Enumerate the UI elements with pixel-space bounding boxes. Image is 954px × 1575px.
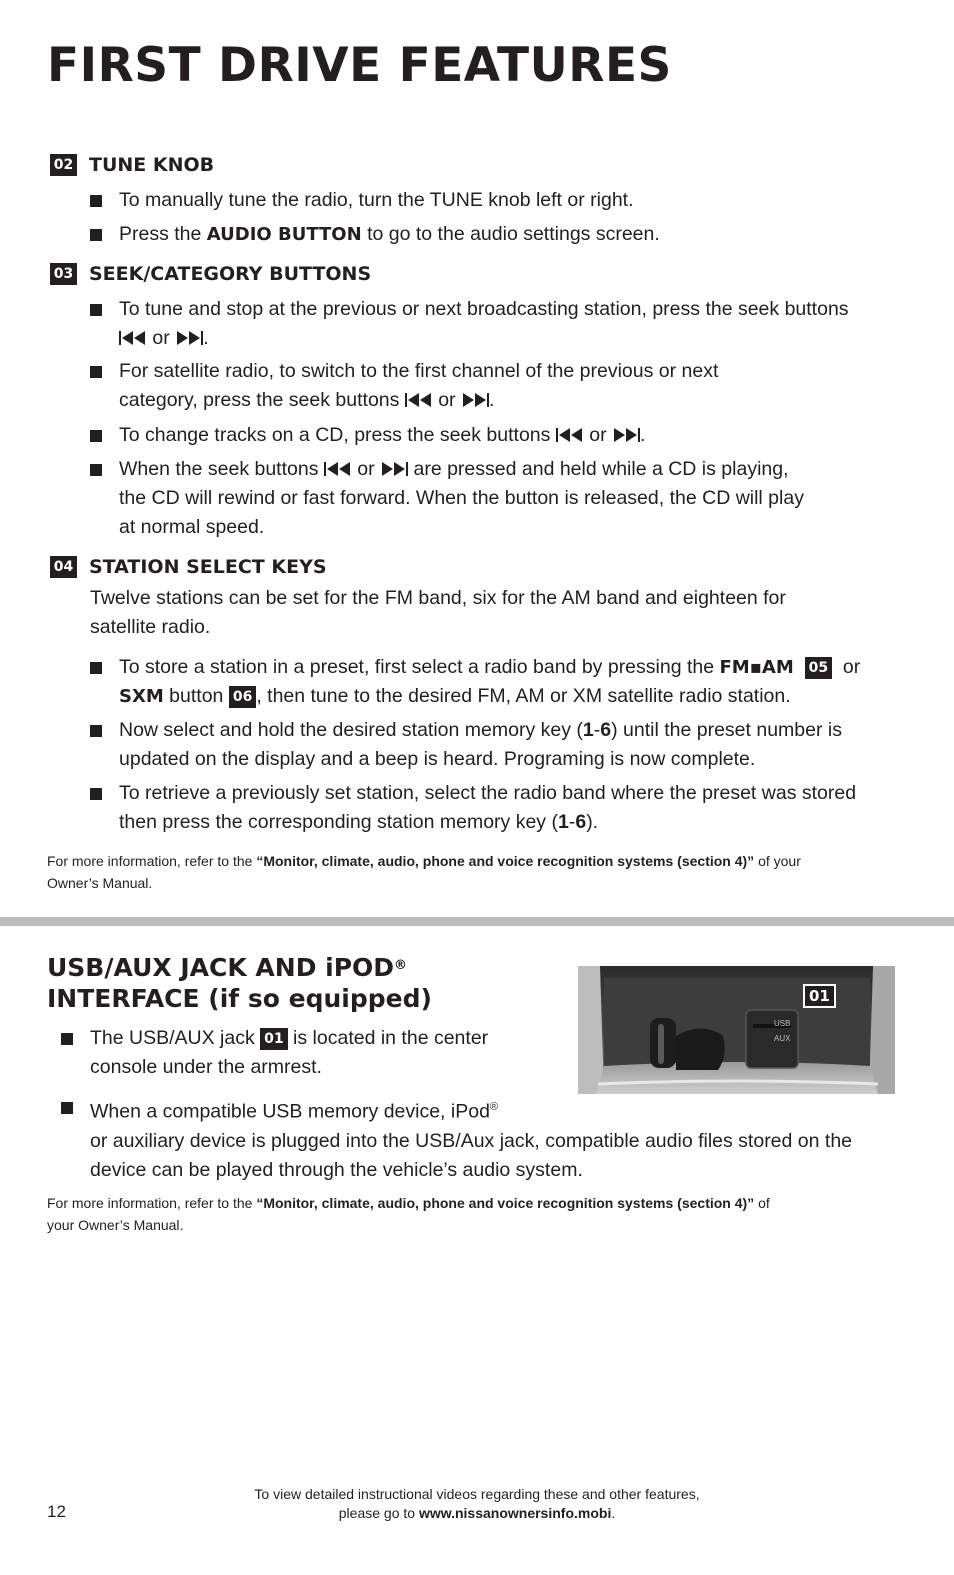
usb-port-label: USB <box>774 1019 791 1028</box>
bullet-item <box>90 1093 910 1185</box>
or-text: or <box>351 458 381 480</box>
period: . <box>640 424 646 446</box>
sxm-button-label: SXM <box>119 686 164 707</box>
note-text: Owner’s Manual. <box>47 875 153 891</box>
reference-note <box>47 850 907 894</box>
or-text: or <box>583 424 613 446</box>
or-text: or <box>432 389 461 411</box>
footer-text: please go to <box>338 1505 419 1521</box>
bullet-square-icon <box>90 464 102 476</box>
callout-badge: 03 <box>50 263 77 285</box>
bullet-square-icon <box>90 304 102 316</box>
bullet-item <box>119 455 919 542</box>
section-heading-station-select <box>50 556 327 578</box>
bullet-text: is located in the center <box>287 1027 489 1049</box>
reference-note <box>47 1192 907 1236</box>
callout-badge: 05 <box>805 657 832 679</box>
bullet-text: to go to the audio settings screen. <box>361 223 660 245</box>
bullet-item <box>119 779 919 837</box>
aux-port-label: AUX <box>774 1034 791 1043</box>
note-text: your Owner’s Manual. <box>47 1217 184 1233</box>
key-number: 6 <box>600 719 612 741</box>
bullet-square-icon <box>61 1102 73 1114</box>
bullet-item <box>119 295 919 353</box>
intro-line: Twelve stations can be set for the FM band, six for the AM band and eighteen for <box>90 587 786 609</box>
bullet-square-icon <box>90 229 102 241</box>
usb-aux-jack-photo <box>578 966 895 1094</box>
key-number: 1 <box>557 811 569 833</box>
bullet-text: To change tracks on a CD, press the seek buttons <box>119 424 556 446</box>
period: . <box>488 389 495 411</box>
note-reference: “Monitor, climate, audio, phone and voice recognition systems (section 4)” <box>256 853 755 869</box>
bullet-item <box>90 1024 560 1082</box>
callout-badge: 01 <box>803 984 836 1008</box>
note-text: of <box>754 1195 770 1211</box>
fm-am-button-label: FM▪AM <box>719 657 794 678</box>
bullet-item <box>119 186 634 215</box>
bullet-text: ). <box>586 811 599 833</box>
bullet-item <box>119 220 660 249</box>
footer-note <box>0 1485 954 1523</box>
section-heading-seek <box>50 263 371 285</box>
bullet-item <box>119 421 919 450</box>
page-title: FIRST DRIVE FEATURES <box>47 38 672 93</box>
registered-mark: ® <box>394 958 408 973</box>
page-number: 12 <box>47 1502 66 1521</box>
bullet-square-icon <box>90 366 102 378</box>
bullet-text: or auxiliary device is plugged into the USB/Aux jack, compatible audio files stored on the <box>90 1129 853 1152</box>
bullet-text: console under the armrest. <box>90 1056 322 1078</box>
seek-forward-icon <box>380 461 408 477</box>
section-divider <box>0 917 954 926</box>
bullet-text: category, press the seek buttons <box>119 389 405 411</box>
or-text: or <box>147 327 176 349</box>
intro-line: satellite radio. <box>90 616 211 638</box>
dash: - <box>593 719 601 741</box>
footer-text: To view detailed instructional videos regarding these and other features, <box>254 1486 700 1502</box>
bullet-text: updated on the display and a beep is heard. Programing is now complete. <box>119 748 756 770</box>
period: . <box>203 327 209 349</box>
bullet-text: are pressed and held while a CD is playing, <box>408 458 789 480</box>
bullet-text: ) until the preset number is <box>611 719 842 741</box>
heading-text: STATION SELECT KEYS <box>89 556 327 578</box>
bullet-text: the CD will rewind or fast forward. When the button is released, the CD will play <box>119 487 804 509</box>
station-intro <box>90 584 910 642</box>
bullet-text: To tune and stop at the previous or next broadcasting station, press the seek buttons <box>119 298 849 320</box>
seek-forward-icon <box>175 330 203 346</box>
bullet-text: To retrieve a previously set station, select the radio band where the preset was stored <box>119 782 857 804</box>
seek-back-icon <box>405 392 433 408</box>
note-reference: “Monitor, climate, audio, phone and voice recognition systems (section 4)” <box>256 1195 755 1211</box>
footer-text: . <box>611 1505 616 1521</box>
callout-badge: 06 <box>229 686 256 708</box>
bullet-text: Now select and hold the desired station memory key ( <box>119 719 583 741</box>
bullet-square-icon <box>90 725 102 737</box>
heading-text: SEEK/CATEGORY BUTTONS <box>89 263 372 285</box>
bullet-text: The USB/AUX jack <box>90 1027 261 1049</box>
bullet-text: To manually tune the radio, turn the TUNE knob left or right. <box>119 189 634 211</box>
audio-button-label: AUDIO BUTTON <box>206 224 362 245</box>
seek-forward-icon <box>612 427 640 443</box>
bullet-text: device can be played through the vehicle’s audio system. <box>90 1158 583 1181</box>
note-text: For more information, refer to the <box>47 853 257 869</box>
registered-mark: ® <box>489 1101 499 1113</box>
callout-badge: 02 <box>50 154 77 176</box>
or-text: or <box>842 656 861 678</box>
key-number: 6 <box>575 811 587 833</box>
callout-badge: 04 <box>50 556 77 578</box>
bullet-square-icon <box>90 430 102 442</box>
bullet-square-icon <box>90 662 102 674</box>
bullet-text: at normal speed. <box>119 516 265 538</box>
key-number: 1 <box>582 719 594 741</box>
section-heading-tune-knob <box>50 154 214 176</box>
bullet-text: , then tune to the desired FM, AM or XM satellite radio station. <box>256 685 791 707</box>
note-text: of your <box>754 853 801 869</box>
dash: - <box>568 811 576 833</box>
seek-back-icon <box>556 427 584 443</box>
note-text: For more information, refer to the <box>47 1195 257 1211</box>
seek-back-icon <box>324 461 352 477</box>
seek-back-icon <box>119 330 147 346</box>
title-line: INTERFACE (if so equipped) <box>47 984 432 1013</box>
bullet-square-icon <box>90 788 102 800</box>
bullet-item <box>119 653 919 711</box>
bullet-item <box>119 357 919 415</box>
heading-text: TUNE KNOB <box>89 154 215 176</box>
bullet-text: then press the corresponding station memory key ( <box>119 811 558 833</box>
bullet-text: To store a station in a preset, first select a radio band by pressing the <box>119 656 720 678</box>
title-line: USB/AUX JACK AND iPOD <box>47 953 395 982</box>
bullet-square-icon <box>90 195 102 207</box>
callout-badge: 01 <box>260 1028 287 1050</box>
bullet-text: When the seek buttons <box>119 458 324 480</box>
bullet-text: When a compatible USB memory device, iPod <box>90 1100 490 1123</box>
seek-forward-icon <box>461 392 489 408</box>
bullet-text: Press the <box>119 223 207 245</box>
bullet-square-icon <box>61 1033 73 1045</box>
bullet-item <box>119 716 919 774</box>
usb-section-title <box>47 952 432 1014</box>
website-link[interactable]: www.nissanownersinfo.mobi <box>418 1505 612 1521</box>
bullet-text: button <box>163 685 229 707</box>
bullet-text: For satellite radio, to switch to the first channel of the previous or next <box>119 360 719 382</box>
